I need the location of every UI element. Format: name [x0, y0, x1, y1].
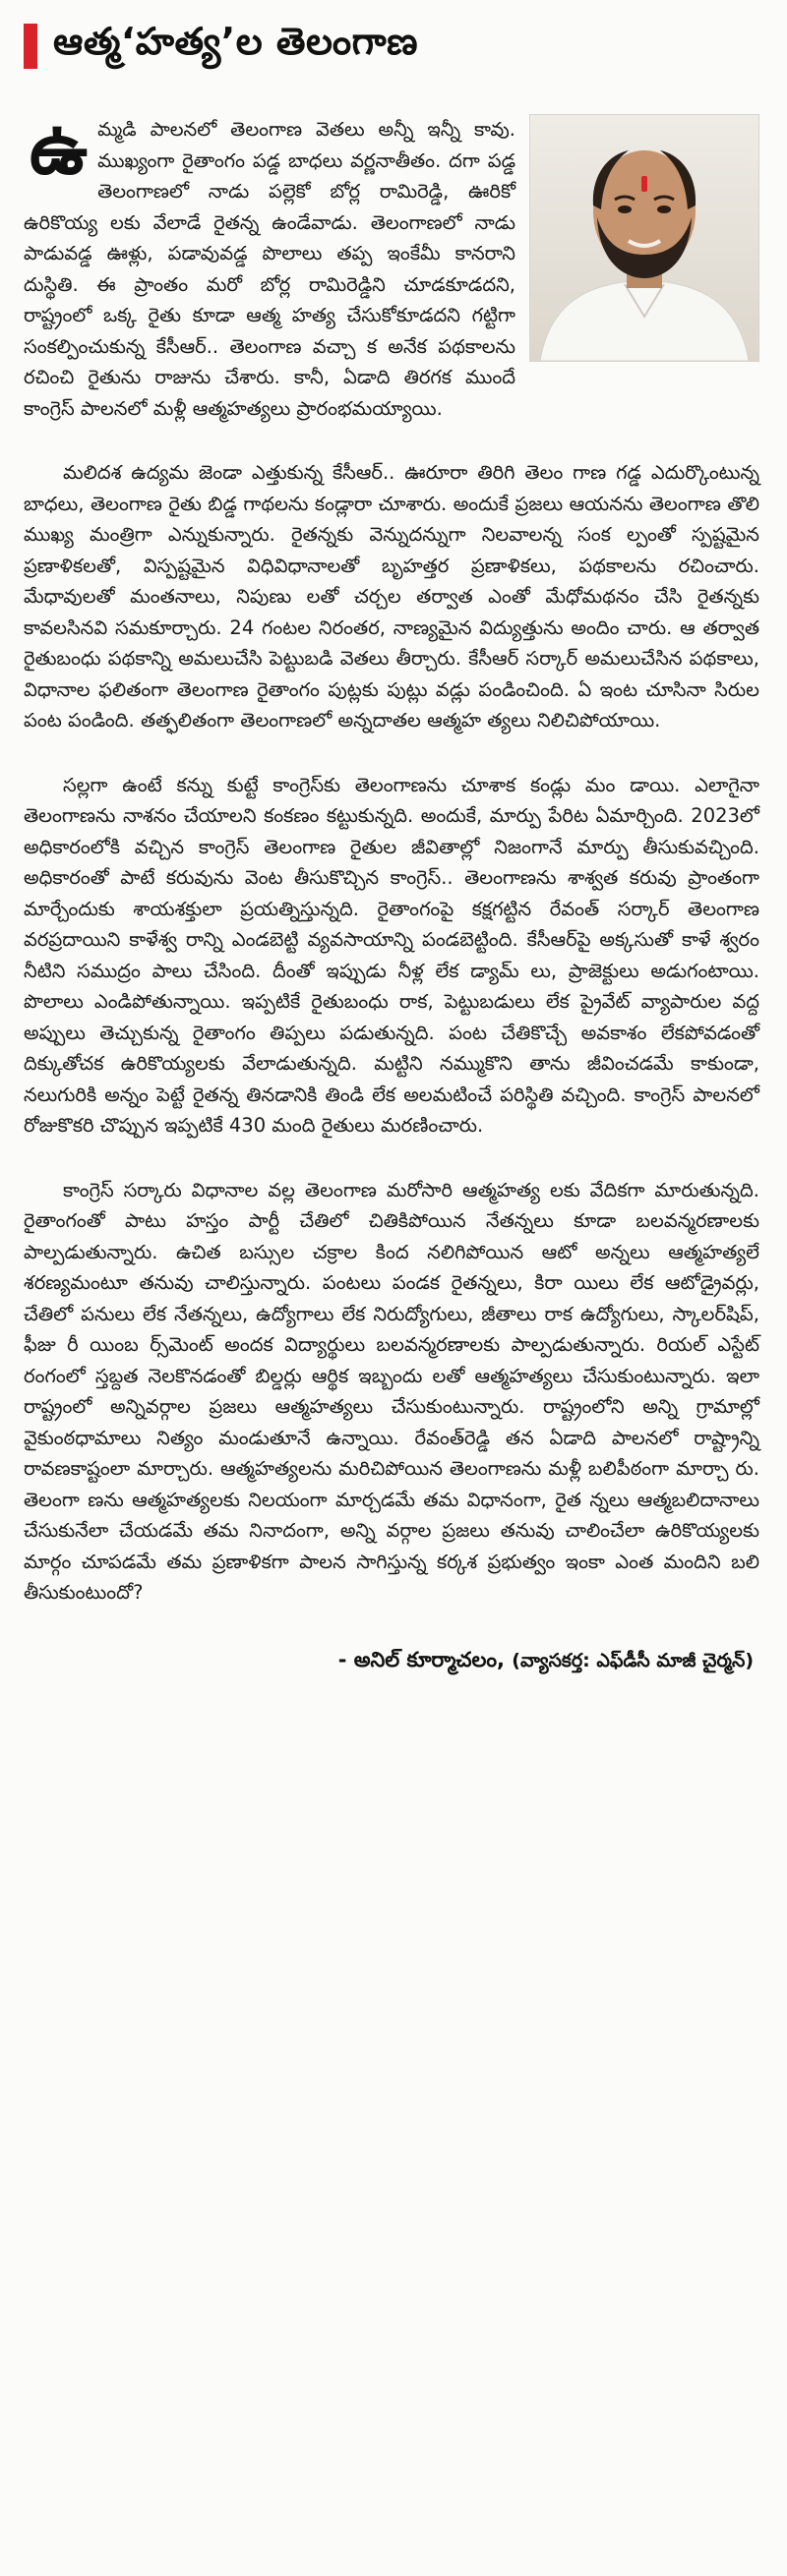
dropcap: ఉ: [30, 106, 89, 191]
accent-bar: [24, 24, 37, 69]
article-headline: ఆత్మ‘హత్య’ల తెలంగాణ: [53, 20, 419, 63]
author-signature: [24, 1648, 759, 1677]
headline-row: [24, 0, 759, 85]
article-body: [24, 106, 759, 1677]
author-role: (వ్యాసకర్త: ఎఫ్‌డీసీ మాజీ చైర్మన్): [512, 1649, 754, 1671]
paragraph-1: మ్మడి పాలనలో తెలంగాణ వెతలు అన్నీ ఇన్నీ కావు. ముఖ్యంగా రైతాంగం పడ్డ బాధలు వర్ణనాతీతం. దగా పడ్డ తెలంగాణలో నాడు పల్లెకో బోర్ల రామిరెడ్డి, ఊరికో ఉరికొయ్య లకు వేలాడే రైతన్న ఉండేవాడు. తెలంగాణలో నాడు పాడువడ్డ ఊళ్లు, పడావువడ్డ పొలాలు తప్ప ఇంకేమీ కానరాని దుస్థితి. ఈ ప్రాంతం మరో బోర్ల రామిరెడ్డిని చూడకూడదని, రాష్ట్రంలో ఒక్క రైతు కూడా ఆత్మ హత్య చేసుకోకూడదని గట్టిగా సంకల్పించుకున్న కేసీఆర్.. తెలంగాణ వచ్చా క అనేక పథకాలను రచించి రైతును రాజును చేశారు. కానీ, ఏడాది తిరగక ముందే కాంగ్రెస్ పాలనలో మళ్లీ ఆత్మహత్యలు ప్రారంభమయ్యాయి.: [24, 118, 515, 420]
author-portrait-image: [530, 115, 758, 361]
paragraph-3: సల్లగా ఉంటే కన్ను కుట్టే కాంగ్రెస్‌కు తెలంగాణను చూశాక కండ్లు మం డాయి. ఎలాగైనా తెలంగాణను నాశనం చేయాలని కంకణం కట్టుకున్నది. అందుకే, మార్పు పేరిట ఏమార్చింది. 2023లో అధికారంలోకి వచ్చిన కాంగ్రెస్ తెలంగాణ రైతుల జీవితాల్లో నిజంగానే మార్పు తీసుకువచ్చింది. అధికారంతో పాటే కరువును వెంట తీసుకొచ్చిన కాంగ్రెస్.. తెలంగాణను శాశ్వత కరువు ప్రాంతంగా మార్చేందుకు శాయశక్తులా ప్రయత్నిస్తున్నది. రైతాంగంపై కక్షగట్టిన రేవంత్ సర్కార్ తెలంగాణ వరప్రదాయిని కాళేశ్వ రాన్ని ఎండబెట్టి వ్యవసాయాన్ని పండబెట్టింది. కేసీఆర్‌పై అక్కసుతో కాళే శ్వరం నీటిని సముద్రం పాలు చేసింది. దీంతో ఇప్పుడు నీళ్ల లేక డ్యామ్ లు, ప్రాజెక్టులు అడుగంటాయి. పొలాలు ఎండిపోతున్నాయి. ఇప్పటికే రైతుబంధు రాక, పెట్టుబడులు లేక ప్రైవేట్ వ్యాపారుల వద్ద అప్పులు తెచ్చుకున్న రైతాంగం తిప్పలు పడుతున్నది. పంట చేతికొచ్చే అవకాశం లేకపోవడంతో దిక్కుతోచక ఉరికొయ్యలకు వేలాడుతున్నది. మట్టిని నమ్ముకొని తాను జీవించడమే కాకుండా, నలుగురికి అన్నం పెట్టే రైతన్న తినడానికి తిండి లేక అలమటించే పరిస్థితి వచ్చింది. కాంగ్రెస్ పాలనలో రోజుకొకరి చొప్పున ఇప్పటికే 430 మంది రైతులు మరణించారు.: [24, 773, 759, 1137]
paragraph-4: కాంగ్రెస్ సర్కారు విధానాల వల్ల తెలంగాణ మరోసారి ఆత్మహత్య లకు వేదికగా మారుతున్నది. రైతాంగంతో పాటు హస్తం పార్టీ చేతిలో చితికిపోయిన నేతన్నలు కూడా బలవన్మరణాలకు పాల్పడుతున్నారు. ఉచిత బస్సుల చక్రాల కింద నలిగిపోయిన ఆటో అన్నలు ఆత్మహత్యలే శరణ్యమంటూ తనువు చాలిస్తున్నారు. పంటలు పండక రైతన్నలు, కిరా యిలు లేక ఆటోడ్రైవర్లు, చేతిలో పనులు లేక నేతన్నలు, ఉద్యోగాలు లేక నిరుద్యోగులు, జీతాలు రాక ఉద్యోగులు, స్కాలర్‌షిప్, ఫీజు రీ యింబ ర్స్‌మెంట్ అందక విద్యార్థులు బలవన్మరణాలకు పాల్పడుతున్నారు. రియల్ ఎస్టేట్ రంగంలో స్తబ్దత నెలకొనడంతో బిల్డర్లు ఆర్థిక ఇబ్బందు లతో ఆత్మహత్యలు చేసుకుంటున్నారు. ఇలా రాష్ట్రంలో అన్నివర్గాల ప్రజలు ఆత్మహత్యలు చేసుకుంటున్నారు. రాష్ట్రంలోని అన్ని గ్రామాల్లో వైకుంఠధామాలు నిత్యం మండుతూనే ఉన్నాయి. రేవంత్‌రెడ్డి తన ఏడాది పాలనలో రాష్ట్రాన్ని రావణకాష్టంలా మార్చారు. ఆత్మహత్యలను మరిచిపోయిన తెలంగాణను మళ్లీ బలిపీఠంగా మార్చా రు. తెలంగా ణను ఆత్మహత్యలకు నిలయంగా మార్చడమే తమ విధానంగా, రైత న్నలు ఆత్మబలిదానాలు చేసుకునేలా చేయడమే తమ నినాదంగా, అన్ని వర్గాల ప్రజలు తనువు చాలించేలా ఉరికొయ్యలకు మార్గం చూపడమే తమ ప్రణాళికగా పాలన సాగిస్తున్న కర్కశ ప్రభుత్వం ఇంకా ఎంత మందిని బలి తీసుకుంటుందో?: [24, 1178, 759, 1604]
paragraph-2: మలిదశ ఉద్యమ జెండా ఎత్తుకున్న కేసీఆర్.. ఊరూరా తిరిగి తెలం గాణ గడ్డ ఎదుర్కొంటున్న బాధలు, తెలంగాణ రైతు బిడ్డ గాథలను కండ్లారా చూశారు. అందుకే ప్రజలు ఆయనను తెలంగాణ తొలి ముఖ్య మంత్రిగా ఎన్నుకున్నారు. రైతన్నకు వెన్నుదన్నుగా నిలవాలన్న సంక ల్పంతో స్పష్టమైన ప్రణాళికలతో, విస్పష్టమైన విధివిధానాలతో బృహత్తర ప్రణాళికలు, పథకాలను రచించారు. మేధావులతో మంతనాలు, నిపుణు లతో చర్చల తర్వాత ఎంతో మేధోమథనం చేసి రైతన్నకు కావలసినవి సమకూర్చారు. 24 గంటల నిరంతర, నాణ్యమైన విద్యుత్తును అందిం చారు. ఆ తర్వాత రైతుబంధు పథకాన్ని అమలుచేసి పెట్టుబడి వెతలు తీర్చారు. కేసీఆర్ సర్కార్ అమలుచేసిన పథకాలు, విధానాల ఫలితంగా తెలంగాణ రైతాంగం పుట్లకు పుట్లు వడ్లు పండించింది. ఏ ఇంట చూసినా సిరుల పంట పండింది. తత్ఫలితంగా తెలంగాణలో అన్నదాతల ఆత్మహ త్యలు నిలిచిపోయాయి.: [24, 461, 759, 732]
author-photo: [529, 114, 759, 362]
author-name: - అనిల్ కూర్మాచలం,: [337, 1647, 505, 1671]
